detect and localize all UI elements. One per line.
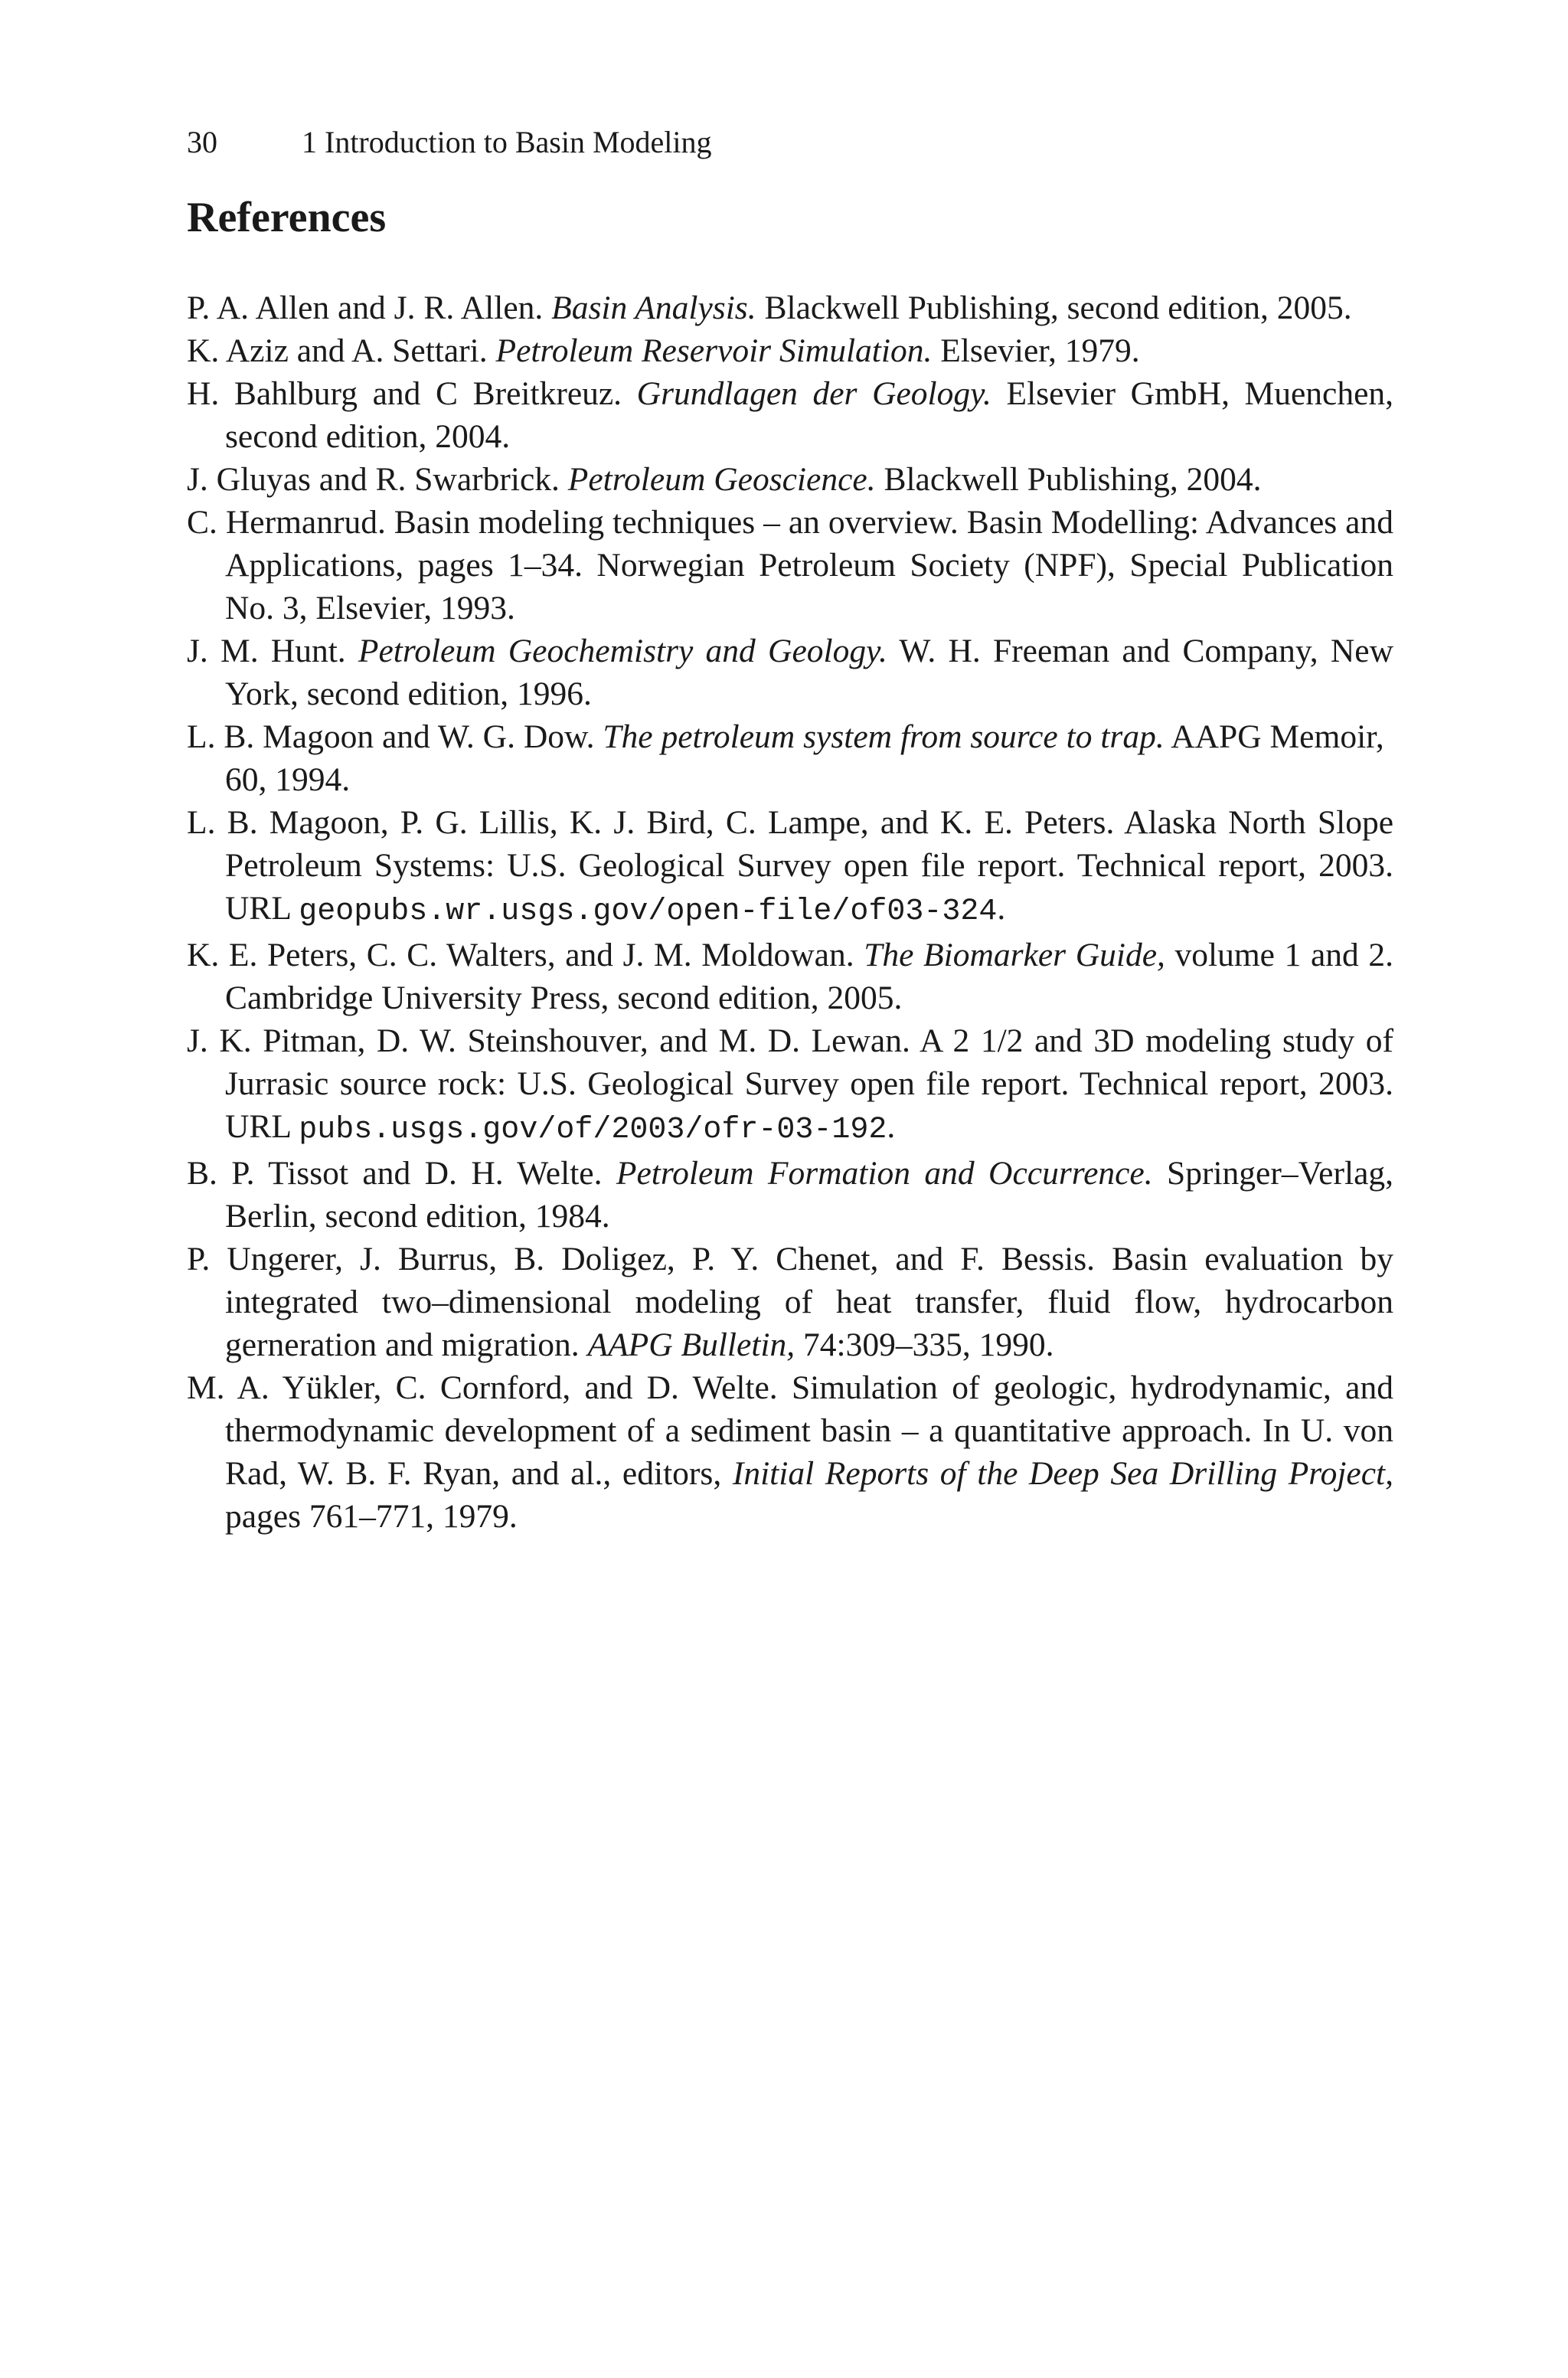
book-title: Initial Reports of the Deep Sea Drilling Project, [732,1455,1393,1492]
work-title: The petroleum system from source to trap. [603,718,1165,755]
reference-item: K. E. Peters, C. C. Walters, and J. M. Moldowan. The Biomarker Guide, volume 1 and 2. Cambridge University Press, second edition, 2005. [187,937,1393,1016]
work-title: Petroleum Formation and Occurrence. [616,1155,1153,1192]
reference-item: C. Hermanrud. Basin modeling techniques – an overview. Basin Modelling: Advances and Applications, pages 1–34. Norwegian Petroleum Society (NPF), Special Publication No. 3, Elsevier, 1993. [187,504,1393,626]
work-title: Petroleum Reservoir Simulation. [495,332,933,369]
reference-item: H. Bahlburg and C Breitkreuz. Grundlagen der Geology. Elsevier GmbH, Muenchen, second edition, 2004. [187,375,1394,455]
reference-item: J. M. Hunt. Petroleum Geochemistry and Geology. W. H. Freeman and Company, New York, second edition, 1996. [187,633,1394,712]
reference-item: L. B. Magoon and W. G. Dow. The petroleum system from source to trap. AAPG Memoir, 60, 1994. [187,718,1384,798]
work-title: Grundlagen der Geology. [636,375,991,412]
reference-url[interactable]: pubs.usgs.gov/of/2003/ofr-03-192 [299,1113,887,1147]
reference-item: J. Gluyas and R. Swarbrick. Petroleum Geoscience. Blackwell Publishing, 2004. [187,461,1262,498]
work-title: Petroleum Geochemistry and Geology. [358,633,887,669]
journal-title: AAPG Bulletin, [587,1326,795,1363]
reference-item: J. K. Pitman, D. W. Steinshouver, and M. D. Lewan. A 2 1/2 and 3D modeling study of Jurrasic source rock: U.S. Geological Survey open file report. Technical report, 2003. URL pubs.usgs.gov/of/2003/ofr-03-192. [187,1022,1393,1147]
reference-item: P. Ungerer, J. Burrus, B. Doligez, P. Y. Chenet, and F. Bessis. Basin evaluation by integrated two–dimensional modeling of heat transfer, fluid flow, hydrocarbon gerneration and migration. AAPG Bulletin, 74:309–335, 1990. [187,1241,1393,1363]
section-title: References [187,194,387,241]
reference-item: M. A. Yükler, C. Cornford, and D. Welte. Simulation of geologic, hydrodynamic, and thermodynamic development of a sediment basin – a quantitative approach. In U. von Rad, W. B. F. Ryan, and al., editors, Initial Reports of the Deep Sea Drilling Project, pages 761–771, 1979. [187,1369,1393,1535]
work-title: The Biomarker Guide, [864,937,1165,973]
reference-item: B. P. Tissot and D. H. Welte. Petroleum Formation and Occurrence. Springer–Verlag, Berlin, second edition, 1984. [187,1155,1393,1235]
work-title: Basin Analysis. [551,289,756,326]
reference-list [187,286,1393,1538]
page-number: 30 [187,125,217,159]
work-title: Petroleum Geoscience. [567,461,876,498]
reference-item: P. A. Allen and J. R. Allen. Basin Analysis. Blackwell Publishing, second edition, 2005. [187,289,1352,326]
reference-url[interactable]: geopubs.wr.usgs.gov/open-file/of03-324 [299,895,998,929]
running-head [187,124,712,161]
reference-item: K. Aziz and A. Settari. Petroleum Reservoir Simulation. Elsevier, 1979. [187,332,1140,369]
chapter-title: 1 Introduction to Basin Modeling [302,125,712,159]
reference-item: L. B. Magoon, P. G. Lillis, K. J. Bird, C. Lampe, and K. E. Peters. Alaska North Slope Petroleum Systems: U.S. Geological Survey open file report. Technical report, 2003. URL geopubs.wr.usgs.gov/open-file/of03-324. [187,804,1393,929]
